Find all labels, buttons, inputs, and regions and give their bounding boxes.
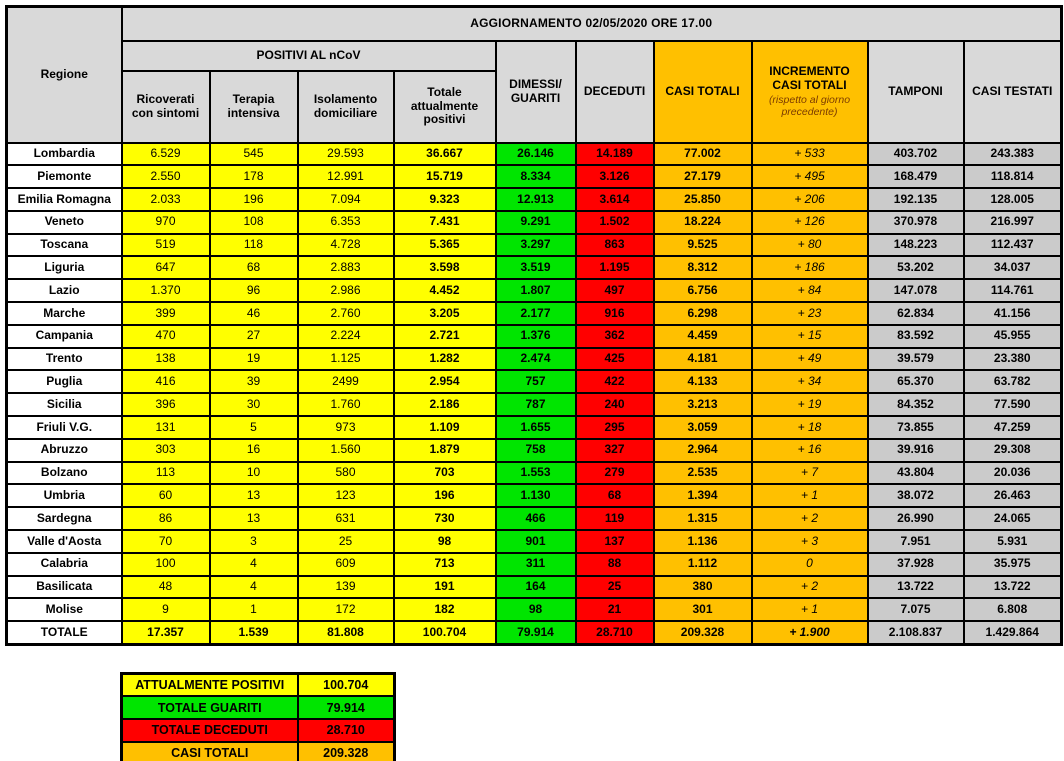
column-header-terapia-intensiva: Terapia intensiva [210, 71, 298, 143]
cell-testati: 26.463 [964, 484, 1062, 507]
cell-region: Calabria [7, 553, 122, 576]
cell-incremento: + 80 [752, 234, 868, 257]
cell-deceduti: 14.189 [576, 143, 654, 166]
cell-isolamento: 4.728 [298, 234, 394, 257]
summary-row-casi-totali [122, 742, 395, 761]
table-row-liguria [7, 256, 1062, 279]
cell-deceduti: 497 [576, 279, 654, 302]
table-row-puglia [7, 370, 1062, 393]
cell-incremento: + 7 [752, 462, 868, 485]
cell-incremento: + 206 [752, 188, 868, 211]
cell-incremento: + 2 [752, 507, 868, 530]
table-row-bolzano [7, 462, 1062, 485]
cell-tamponi: 13.722 [868, 576, 964, 599]
cell-tamponi: 43.804 [868, 462, 964, 485]
cell-testati: 112.437 [964, 234, 1062, 257]
cell-terapia: 30 [210, 393, 298, 416]
cell-positivi: 2.954 [394, 370, 496, 393]
cell-tamponi: 38.072 [868, 484, 964, 507]
cell-isolamento: 25 [298, 530, 394, 553]
summary-row-totale-deceduti [122, 719, 395, 742]
cell-casi: 6.298 [654, 302, 752, 325]
cell-positivi: 100.704 [394, 621, 496, 644]
cell-testati: 35.975 [964, 553, 1062, 576]
cell-guariti: 787 [496, 393, 576, 416]
cell-tamponi: 192.135 [868, 188, 964, 211]
cell-ricoverati: 519 [122, 234, 210, 257]
cell-positivi: 3.205 [394, 302, 496, 325]
cell-incremento: + 1 [752, 598, 868, 621]
column-header-dimessi-guariti: DIMESSI/ GUARITI [496, 41, 576, 143]
cell-tamponi: 370.978 [868, 211, 964, 234]
cell-region: Sicilia [7, 393, 122, 416]
column-header-tamponi: TAMPONI [868, 41, 964, 143]
cell-incremento: + 3 [752, 530, 868, 553]
cell-positivi: 15.719 [394, 165, 496, 188]
column-header-incremento-casi-totali [752, 41, 868, 143]
cell-incremento: + 18 [752, 416, 868, 439]
cell-terapia: 27 [210, 325, 298, 348]
cell-terapia: 196 [210, 188, 298, 211]
table-row-veneto [7, 211, 1062, 234]
cell-terapia: 545 [210, 143, 298, 166]
cell-incremento: + 186 [752, 256, 868, 279]
cell-terapia: 108 [210, 211, 298, 234]
summary-value: 28.710 [298, 719, 395, 742]
cell-deceduti: 422 [576, 370, 654, 393]
summary-label: TOTALE DECEDUTI [122, 719, 298, 742]
cell-positivi: 703 [394, 462, 496, 485]
table-title: AGGIORNAMENTO 02/05/2020 ORE 17.00 [122, 7, 1062, 41]
cell-tamponi: 7.075 [868, 598, 964, 621]
cell-terapia: 46 [210, 302, 298, 325]
cell-positivi: 1.109 [394, 416, 496, 439]
cell-guariti: 1.376 [496, 325, 576, 348]
table-row-valle-d-aosta [7, 530, 1062, 553]
cell-ricoverati: 131 [122, 416, 210, 439]
cell-isolamento: 609 [298, 553, 394, 576]
cell-terapia: 39 [210, 370, 298, 393]
cell-positivi: 182 [394, 598, 496, 621]
cell-deceduti: 425 [576, 348, 654, 371]
cell-casi: 1.315 [654, 507, 752, 530]
cell-casi: 3.059 [654, 416, 752, 439]
cell-casi: 2.535 [654, 462, 752, 485]
cell-tamponi: 37.928 [868, 553, 964, 576]
cell-casi: 25.850 [654, 188, 752, 211]
cell-terapia: 13 [210, 484, 298, 507]
cell-region: Liguria [7, 256, 122, 279]
cell-terapia: 16 [210, 439, 298, 462]
cell-guariti: 3.297 [496, 234, 576, 257]
cell-casi: 6.756 [654, 279, 752, 302]
cell-tamponi: 62.834 [868, 302, 964, 325]
cell-deceduti: 916 [576, 302, 654, 325]
cell-region: Lazio [7, 279, 122, 302]
cell-testati: 29.308 [964, 439, 1062, 462]
summary-table [120, 672, 396, 761]
cell-region: Bolzano [7, 462, 122, 485]
cell-ricoverati: 17.357 [122, 621, 210, 644]
table-row-friuli-v-g [7, 416, 1062, 439]
cell-guariti: 1.553 [496, 462, 576, 485]
cell-testati: 47.259 [964, 416, 1062, 439]
table-row-umbria [7, 484, 1062, 507]
cell-isolamento: 1.560 [298, 439, 394, 462]
cell-tamponi: 147.078 [868, 279, 964, 302]
cell-tamponi: 65.370 [868, 370, 964, 393]
summary-value: 79.914 [298, 696, 395, 719]
cell-casi: 8.312 [654, 256, 752, 279]
cell-region: Piemonte [7, 165, 122, 188]
table-row-campania [7, 325, 1062, 348]
cell-positivi: 7.431 [394, 211, 496, 234]
cell-isolamento: 2.986 [298, 279, 394, 302]
cell-terapia: 96 [210, 279, 298, 302]
cell-testati: 128.005 [964, 188, 1062, 211]
table-row-molise [7, 598, 1062, 621]
cell-guariti: 12.913 [496, 188, 576, 211]
cell-incremento: + 495 [752, 165, 868, 188]
cell-guariti: 1.130 [496, 484, 576, 507]
cell-casi: 209.328 [654, 621, 752, 644]
cell-incremento: + 1.900 [752, 621, 868, 644]
cell-region: Abruzzo [7, 439, 122, 462]
summary-row-attualmente-positivi [122, 674, 395, 697]
cell-deceduti: 25 [576, 576, 654, 599]
cell-positivi: 3.598 [394, 256, 496, 279]
cell-casi: 301 [654, 598, 752, 621]
summary-value: 209.328 [298, 742, 395, 761]
cell-testati: 216.997 [964, 211, 1062, 234]
table-row-totale [7, 621, 1062, 644]
cell-positivi: 5.365 [394, 234, 496, 257]
incremento-header-subcaption: (rispetto al giorno precedente) [768, 93, 851, 118]
cell-isolamento: 973 [298, 416, 394, 439]
cell-positivi: 2.721 [394, 325, 496, 348]
table-row-marche [7, 302, 1062, 325]
cell-tamponi: 39.579 [868, 348, 964, 371]
cell-deceduti: 137 [576, 530, 654, 553]
group-header-positivi-al-ncov: POSITIVI AL nCoV [122, 41, 496, 71]
cell-testati: 41.156 [964, 302, 1062, 325]
cell-ricoverati: 9 [122, 598, 210, 621]
cell-deceduti: 295 [576, 416, 654, 439]
cell-casi: 4.181 [654, 348, 752, 371]
table-total-row [7, 621, 1062, 644]
cell-region: Valle d'Aosta [7, 530, 122, 553]
cell-guariti: 26.146 [496, 143, 576, 166]
cell-isolamento: 81.808 [298, 621, 394, 644]
cell-isolamento: 2.883 [298, 256, 394, 279]
cell-region: Campania [7, 325, 122, 348]
cell-casi: 9.525 [654, 234, 752, 257]
cell-testati: 114.761 [964, 279, 1062, 302]
cell-incremento: 0 [752, 553, 868, 576]
summary-body [122, 674, 395, 761]
cell-ricoverati: 48 [122, 576, 210, 599]
cell-guariti: 311 [496, 553, 576, 576]
cell-guariti: 757 [496, 370, 576, 393]
cell-ricoverati: 399 [122, 302, 210, 325]
cell-region: Umbria [7, 484, 122, 507]
cell-incremento: + 23 [752, 302, 868, 325]
cell-ricoverati: 1.370 [122, 279, 210, 302]
cell-ricoverati: 86 [122, 507, 210, 530]
cell-region: TOTALE [7, 621, 122, 644]
cell-terapia: 19 [210, 348, 298, 371]
table-row-trento [7, 348, 1062, 371]
cell-positivi: 36.667 [394, 143, 496, 166]
cell-testati: 20.036 [964, 462, 1062, 485]
table-row-piemonte [7, 165, 1062, 188]
cell-testati: 6.808 [964, 598, 1062, 621]
summary-label: ATTUALMENTE POSITIVI [122, 674, 298, 697]
cell-region: Marche [7, 302, 122, 325]
cell-ricoverati: 470 [122, 325, 210, 348]
cell-deceduti: 863 [576, 234, 654, 257]
cell-tamponi: 53.202 [868, 256, 964, 279]
cell-terapia: 10 [210, 462, 298, 485]
cell-deceduti: 68 [576, 484, 654, 507]
cell-positivi: 98 [394, 530, 496, 553]
cell-isolamento: 7.094 [298, 188, 394, 211]
cell-testati: 45.955 [964, 325, 1062, 348]
cell-region: Lombardia [7, 143, 122, 166]
cell-guariti: 79.914 [496, 621, 576, 644]
cell-testati: 13.722 [964, 576, 1062, 599]
cell-deceduti: 3.126 [576, 165, 654, 188]
cell-region: Veneto [7, 211, 122, 234]
cell-tamponi: 39.916 [868, 439, 964, 462]
cell-deceduti: 279 [576, 462, 654, 485]
cell-deceduti: 88 [576, 553, 654, 576]
column-header-totale-attualmente-positivi: Totale attualmente positivi [394, 71, 496, 143]
cell-region: Puglia [7, 370, 122, 393]
cell-testati: 63.782 [964, 370, 1062, 393]
cell-positivi: 9.323 [394, 188, 496, 211]
table-row-basilicata [7, 576, 1062, 599]
cell-positivi: 1.879 [394, 439, 496, 462]
cell-incremento: + 533 [752, 143, 868, 166]
table-row-lombardia [7, 143, 1062, 166]
cell-testati: 243.383 [964, 143, 1062, 166]
cell-guariti: 3.519 [496, 256, 576, 279]
cell-deceduti: 1.195 [576, 256, 654, 279]
cell-ricoverati: 138 [122, 348, 210, 371]
table-row-emilia-romagna [7, 188, 1062, 211]
table-row-calabria [7, 553, 1062, 576]
cell-isolamento: 6.353 [298, 211, 394, 234]
cell-casi: 27.179 [654, 165, 752, 188]
main-table [5, 5, 1063, 646]
cell-casi: 1.136 [654, 530, 752, 553]
cell-guariti: 9.291 [496, 211, 576, 234]
cell-positivi: 191 [394, 576, 496, 599]
table-row-abruzzo [7, 439, 1062, 462]
cell-ricoverati: 2.033 [122, 188, 210, 211]
cell-tamponi: 148.223 [868, 234, 964, 257]
cell-region: Friuli V.G. [7, 416, 122, 439]
cell-casi: 1.394 [654, 484, 752, 507]
cell-deceduti: 28.710 [576, 621, 654, 644]
column-header-isolamento-domiciliare: Isolamento domiciliare [298, 71, 394, 143]
cell-isolamento: 172 [298, 598, 394, 621]
cell-tamponi: 2.108.837 [868, 621, 964, 644]
table-row-sicilia [7, 393, 1062, 416]
column-header-casi-totali: CASI TOTALI [654, 41, 752, 143]
incremento-header-line1: INCREMENTO [769, 64, 850, 79]
cell-terapia: 68 [210, 256, 298, 279]
column-header-deceduti: DECEDUTI [576, 41, 654, 143]
cell-guariti: 98 [496, 598, 576, 621]
cell-casi: 1.112 [654, 553, 752, 576]
cell-testati: 77.590 [964, 393, 1062, 416]
cell-isolamento: 580 [298, 462, 394, 485]
cell-guariti: 8.334 [496, 165, 576, 188]
cell-positivi: 730 [394, 507, 496, 530]
cell-terapia: 178 [210, 165, 298, 188]
cell-isolamento: 123 [298, 484, 394, 507]
cell-guariti: 164 [496, 576, 576, 599]
summary-label: CASI TOTALI [122, 742, 298, 761]
cell-tamponi: 26.990 [868, 507, 964, 530]
cell-isolamento: 2499 [298, 370, 394, 393]
cell-region: Toscana [7, 234, 122, 257]
cell-deceduti: 240 [576, 393, 654, 416]
cell-deceduti: 362 [576, 325, 654, 348]
column-header-ricoverati-con-sintomi: Ricoverati con sintomi [122, 71, 210, 143]
column-header-regione: Regione [7, 7, 122, 143]
cell-terapia: 13 [210, 507, 298, 530]
cell-casi: 4.459 [654, 325, 752, 348]
cell-ricoverati: 416 [122, 370, 210, 393]
cell-isolamento: 12.991 [298, 165, 394, 188]
cell-testati: 24.065 [964, 507, 1062, 530]
cell-incremento: + 126 [752, 211, 868, 234]
cell-incremento: + 34 [752, 370, 868, 393]
cell-testati: 34.037 [964, 256, 1062, 279]
cell-tamponi: 83.592 [868, 325, 964, 348]
cell-incremento: + 84 [752, 279, 868, 302]
cell-ricoverati: 303 [122, 439, 210, 462]
summary-row-totale-guariti [122, 696, 395, 719]
cell-testati: 5.931 [964, 530, 1062, 553]
cell-guariti: 758 [496, 439, 576, 462]
cell-casi: 3.213 [654, 393, 752, 416]
cell-casi: 4.133 [654, 370, 752, 393]
cell-guariti: 1.807 [496, 279, 576, 302]
cell-guariti: 2.474 [496, 348, 576, 371]
cell-testati: 118.814 [964, 165, 1062, 188]
cell-tamponi: 403.702 [868, 143, 964, 166]
cell-positivi: 1.282 [394, 348, 496, 371]
summary-value: 100.704 [298, 674, 395, 697]
cell-terapia: 5 [210, 416, 298, 439]
cell-ricoverati: 70 [122, 530, 210, 553]
cell-positivi: 2.186 [394, 393, 496, 416]
cell-terapia: 3 [210, 530, 298, 553]
cell-isolamento: 631 [298, 507, 394, 530]
cell-deceduti: 1.502 [576, 211, 654, 234]
cell-positivi: 196 [394, 484, 496, 507]
cell-positivi: 4.452 [394, 279, 496, 302]
cell-deceduti: 21 [576, 598, 654, 621]
cell-incremento: + 15 [752, 325, 868, 348]
cell-casi: 77.002 [654, 143, 752, 166]
cell-terapia: 1 [210, 598, 298, 621]
table-header [7, 7, 1062, 143]
cell-isolamento: 1.760 [298, 393, 394, 416]
cell-guariti: 466 [496, 507, 576, 530]
cell-testati: 1.429.864 [964, 621, 1062, 644]
cell-terapia: 4 [210, 553, 298, 576]
cell-terapia: 1.539 [210, 621, 298, 644]
cell-ricoverati: 100 [122, 553, 210, 576]
cell-tamponi: 84.352 [868, 393, 964, 416]
summary-label: TOTALE GUARITI [122, 696, 298, 719]
cell-isolamento: 1.125 [298, 348, 394, 371]
cell-terapia: 4 [210, 576, 298, 599]
cell-ricoverati: 647 [122, 256, 210, 279]
cell-tamponi: 73.855 [868, 416, 964, 439]
cell-ricoverati: 113 [122, 462, 210, 485]
cell-guariti: 1.655 [496, 416, 576, 439]
cell-casi: 2.964 [654, 439, 752, 462]
cell-region: Sardegna [7, 507, 122, 530]
cell-isolamento: 2.224 [298, 325, 394, 348]
cell-casi: 380 [654, 576, 752, 599]
cell-ricoverati: 396 [122, 393, 210, 416]
cell-deceduti: 3.614 [576, 188, 654, 211]
cell-isolamento: 139 [298, 576, 394, 599]
cell-region: Emilia Romagna [7, 188, 122, 211]
cell-positivi: 713 [394, 553, 496, 576]
cell-guariti: 901 [496, 530, 576, 553]
cell-casi: 18.224 [654, 211, 752, 234]
cell-tamponi: 7.951 [868, 530, 964, 553]
column-header-casi-testati: CASI TESTATI [964, 41, 1062, 143]
cell-isolamento: 2.760 [298, 302, 394, 325]
table-row-sardegna [7, 507, 1062, 530]
cell-ricoverati: 2.550 [122, 165, 210, 188]
incremento-header-line2: CASI TOTALI [772, 77, 847, 92]
table-body [7, 143, 1062, 622]
cell-ricoverati: 60 [122, 484, 210, 507]
cell-incremento: + 19 [752, 393, 868, 416]
cell-ricoverati: 6.529 [122, 143, 210, 166]
cell-deceduti: 119 [576, 507, 654, 530]
cell-incremento: + 2 [752, 576, 868, 599]
cell-ricoverati: 970 [122, 211, 210, 234]
cell-incremento: + 49 [752, 348, 868, 371]
cell-region: Molise [7, 598, 122, 621]
cell-tamponi: 168.479 [868, 165, 964, 188]
cell-region: Basilicata [7, 576, 122, 599]
cell-terapia: 118 [210, 234, 298, 257]
table-row-lazio [7, 279, 1062, 302]
cell-region: Trento [7, 348, 122, 371]
table-row-toscana [7, 234, 1062, 257]
cell-isolamento: 29.593 [298, 143, 394, 166]
cell-testati: 23.380 [964, 348, 1062, 371]
cell-incremento: + 16 [752, 439, 868, 462]
cell-incremento: + 1 [752, 484, 868, 507]
cell-deceduti: 327 [576, 439, 654, 462]
cell-guariti: 2.177 [496, 302, 576, 325]
